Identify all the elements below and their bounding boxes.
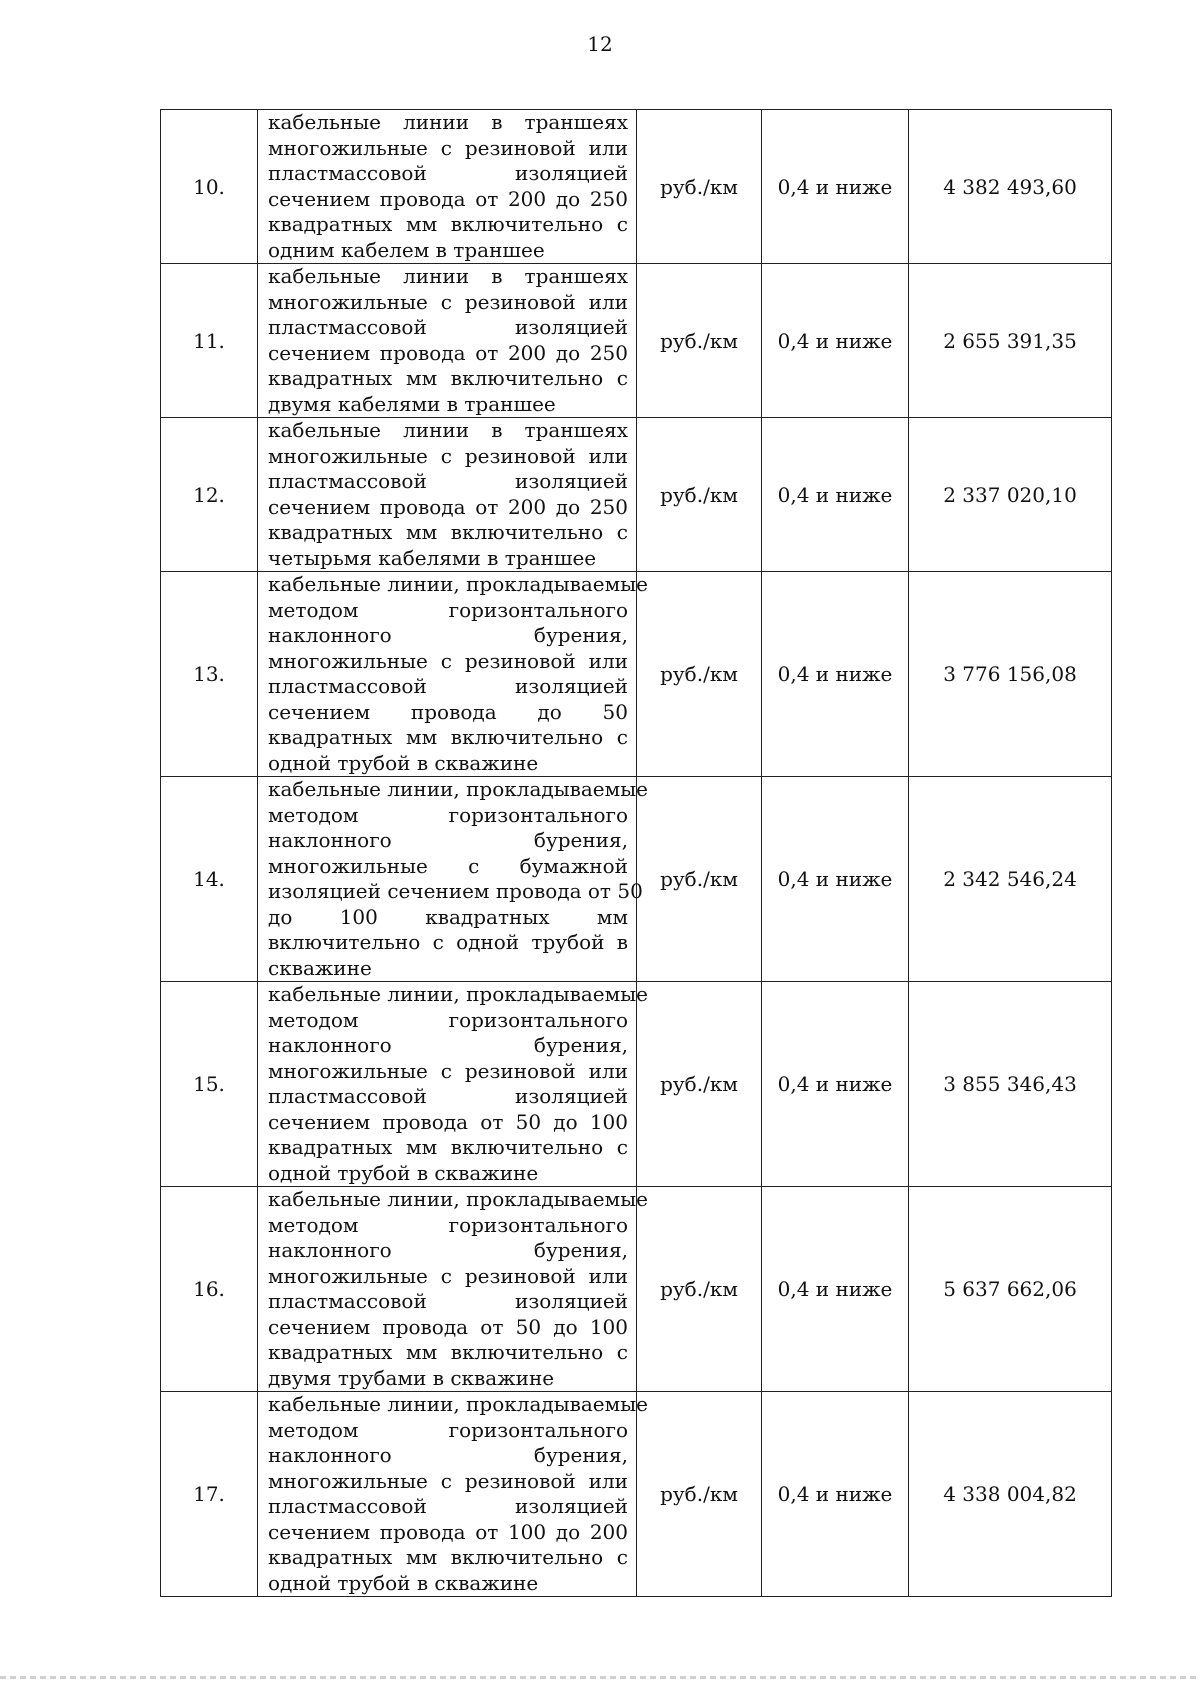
row-description (258, 572, 648, 777)
description-line: наклонного бурения, (268, 828, 628, 852)
scan-edge-artifact (0, 1676, 1200, 1679)
description-line: двумя трубами в скважине (268, 1365, 555, 1390)
page-number: 12 (587, 32, 613, 56)
description-line: включительно с одной трубой в (268, 930, 628, 954)
description-line: многожильные с бумажной (268, 853, 628, 878)
description-line: пластмассовой изоляцией (268, 1289, 628, 1313)
rates-table-body (161, 110, 1112, 1597)
description-line: сечением провода до 50 (268, 699, 628, 724)
row-voltage: 0,4 и ниже (762, 110, 909, 264)
description-line: до 100 квадратных мм (268, 904, 628, 929)
description-line: квадратных мм включительно с (268, 1340, 628, 1364)
table-row (161, 982, 1112, 1187)
description-line: многожильные с резиновой или (268, 289, 628, 314)
table-row (161, 418, 1112, 572)
table-row (161, 264, 1112, 418)
description-line: кабельные линии, прокладываемые (268, 1187, 648, 1211)
description-line: пластмассовой изоляцией (268, 1084, 628, 1108)
description-line: кабельные линии, прокладываемые (268, 572, 648, 596)
row-voltage: 0,4 и ниже (762, 572, 909, 777)
row-price: 2 337 020,10 (909, 418, 1112, 572)
row-price: 2 655 391,35 (909, 264, 1112, 418)
description-line: сечением провода от 200 до 250 (268, 186, 628, 211)
row-description (258, 982, 648, 1187)
description-line: методом горизонтального (268, 802, 628, 827)
row-description (258, 110, 637, 264)
description-line: кабельные линии в траншеях (268, 110, 628, 134)
description-line: одной трубой в скважине (268, 1160, 539, 1185)
row-number: 13. (161, 572, 258, 777)
row-description (258, 1187, 648, 1392)
table-row (161, 110, 1112, 264)
description-line: сечением провода от 50 до 100 (268, 1314, 628, 1339)
description-line: кабельные линии, прокладываемые (268, 777, 648, 801)
description-line: наклонного бурения, (268, 1443, 628, 1467)
description-line: методом горизонтального (268, 1212, 628, 1237)
row-price: 4 382 493,60 (909, 110, 1112, 264)
description-line: четырьмя кабелями в траншее (268, 545, 597, 570)
description-line: сечением провода от 50 до 100 (268, 1109, 628, 1134)
row-voltage: 0,4 и ниже (762, 1392, 909, 1597)
description-line: кабельные линии в траншеях (268, 264, 628, 288)
description-line: многожильные с резиновой или (268, 443, 628, 468)
rates-table (160, 109, 1112, 1597)
description-line: квадратных мм включительно с (268, 366, 628, 390)
row-price: 3 776 156,08 (909, 572, 1112, 777)
row-unit: руб./км (637, 777, 762, 982)
row-voltage: 0,4 и ниже (762, 982, 909, 1187)
description-line: методом горизонтального (268, 597, 628, 622)
description-line: квадратных мм включительно с (268, 1135, 628, 1159)
description-line: наклонного бурения, (268, 623, 628, 647)
row-voltage: 0,4 и ниже (762, 418, 909, 572)
description-line: квадратных мм включительно с (268, 725, 628, 749)
description-line: многожильные с резиновой или (268, 648, 628, 673)
description-line: квадратных мм включительно с (268, 520, 628, 544)
row-unit: руб./км (637, 418, 762, 572)
row-unit: руб./км (637, 264, 762, 418)
row-number: 14. (161, 777, 258, 982)
description-line: квадратных мм включительно с (268, 212, 628, 236)
row-voltage: 0,4 и ниже (762, 1187, 909, 1392)
description-line: методом горизонтального (268, 1007, 628, 1032)
description-line: сечением провода от 200 до 250 (268, 494, 628, 519)
row-unit: руб./км (637, 1187, 762, 1392)
description-line: многожильные с резиновой или (268, 1058, 628, 1083)
row-number: 16. (161, 1187, 258, 1392)
description-line: методом горизонтального (268, 1417, 628, 1442)
row-description (258, 777, 648, 982)
row-price: 5 637 662,06 (909, 1187, 1112, 1392)
description-line: многожильные с резиновой или (268, 1263, 628, 1288)
description-line: наклонного бурения, (268, 1238, 628, 1262)
description-line: изоляцией сечением провода от 50 (268, 879, 643, 903)
description-line: кабельные линии, прокладываемые (268, 982, 648, 1006)
description-line: сечением провода от 200 до 250 (268, 340, 628, 365)
row-description (258, 418, 637, 572)
description-line: пластмассовой изоляцией (268, 315, 628, 339)
description-line: скважине (268, 955, 372, 980)
description-line: квадратных мм включительно с (268, 1545, 628, 1569)
description-line: кабельные линии, прокладываемые (268, 1392, 648, 1416)
row-number: 10. (161, 110, 258, 264)
description-line: двумя кабелями в траншее (268, 391, 556, 416)
row-voltage: 0,4 и ниже (762, 777, 909, 982)
description-line: сечением провода от 100 до 200 (268, 1519, 628, 1544)
table-row (161, 1187, 1112, 1392)
row-unit: руб./км (637, 110, 762, 264)
description-line: наклонного бурения, (268, 1033, 628, 1057)
description-line: кабельные линии в траншеях (268, 418, 628, 442)
row-price: 4 338 004,82 (909, 1392, 1112, 1597)
table-row (161, 1392, 1112, 1597)
table-row (161, 777, 1112, 982)
table-row (161, 572, 1112, 777)
row-description (258, 264, 637, 418)
row-price: 3 855 346,43 (909, 982, 1112, 1187)
description-line: одним кабелем в траншее (268, 237, 545, 262)
row-number: 12. (161, 418, 258, 572)
description-line: пластмассовой изоляцией (268, 469, 628, 493)
row-unit: руб./км (637, 572, 762, 777)
description-line: одной трубой в скважине (268, 1570, 539, 1595)
row-number: 17. (161, 1392, 258, 1597)
row-number: 15. (161, 982, 258, 1187)
description-line: пластмассовой изоляцией (268, 161, 628, 185)
description-line: пластмассовой изоляцией (268, 674, 628, 698)
description-line: многожильные с резиновой или (268, 1468, 628, 1493)
description-line: одной трубой в скважине (268, 750, 539, 775)
row-unit: руб./км (637, 1392, 762, 1597)
row-unit: руб./км (637, 982, 762, 1187)
description-line: пластмассовой изоляцией (268, 1494, 628, 1518)
row-number: 11. (161, 264, 258, 418)
row-description (258, 1392, 648, 1597)
description-line: многожильные с резиновой или (268, 135, 628, 160)
row-voltage: 0,4 и ниже (762, 264, 909, 418)
row-price: 2 342 546,24 (909, 777, 1112, 982)
